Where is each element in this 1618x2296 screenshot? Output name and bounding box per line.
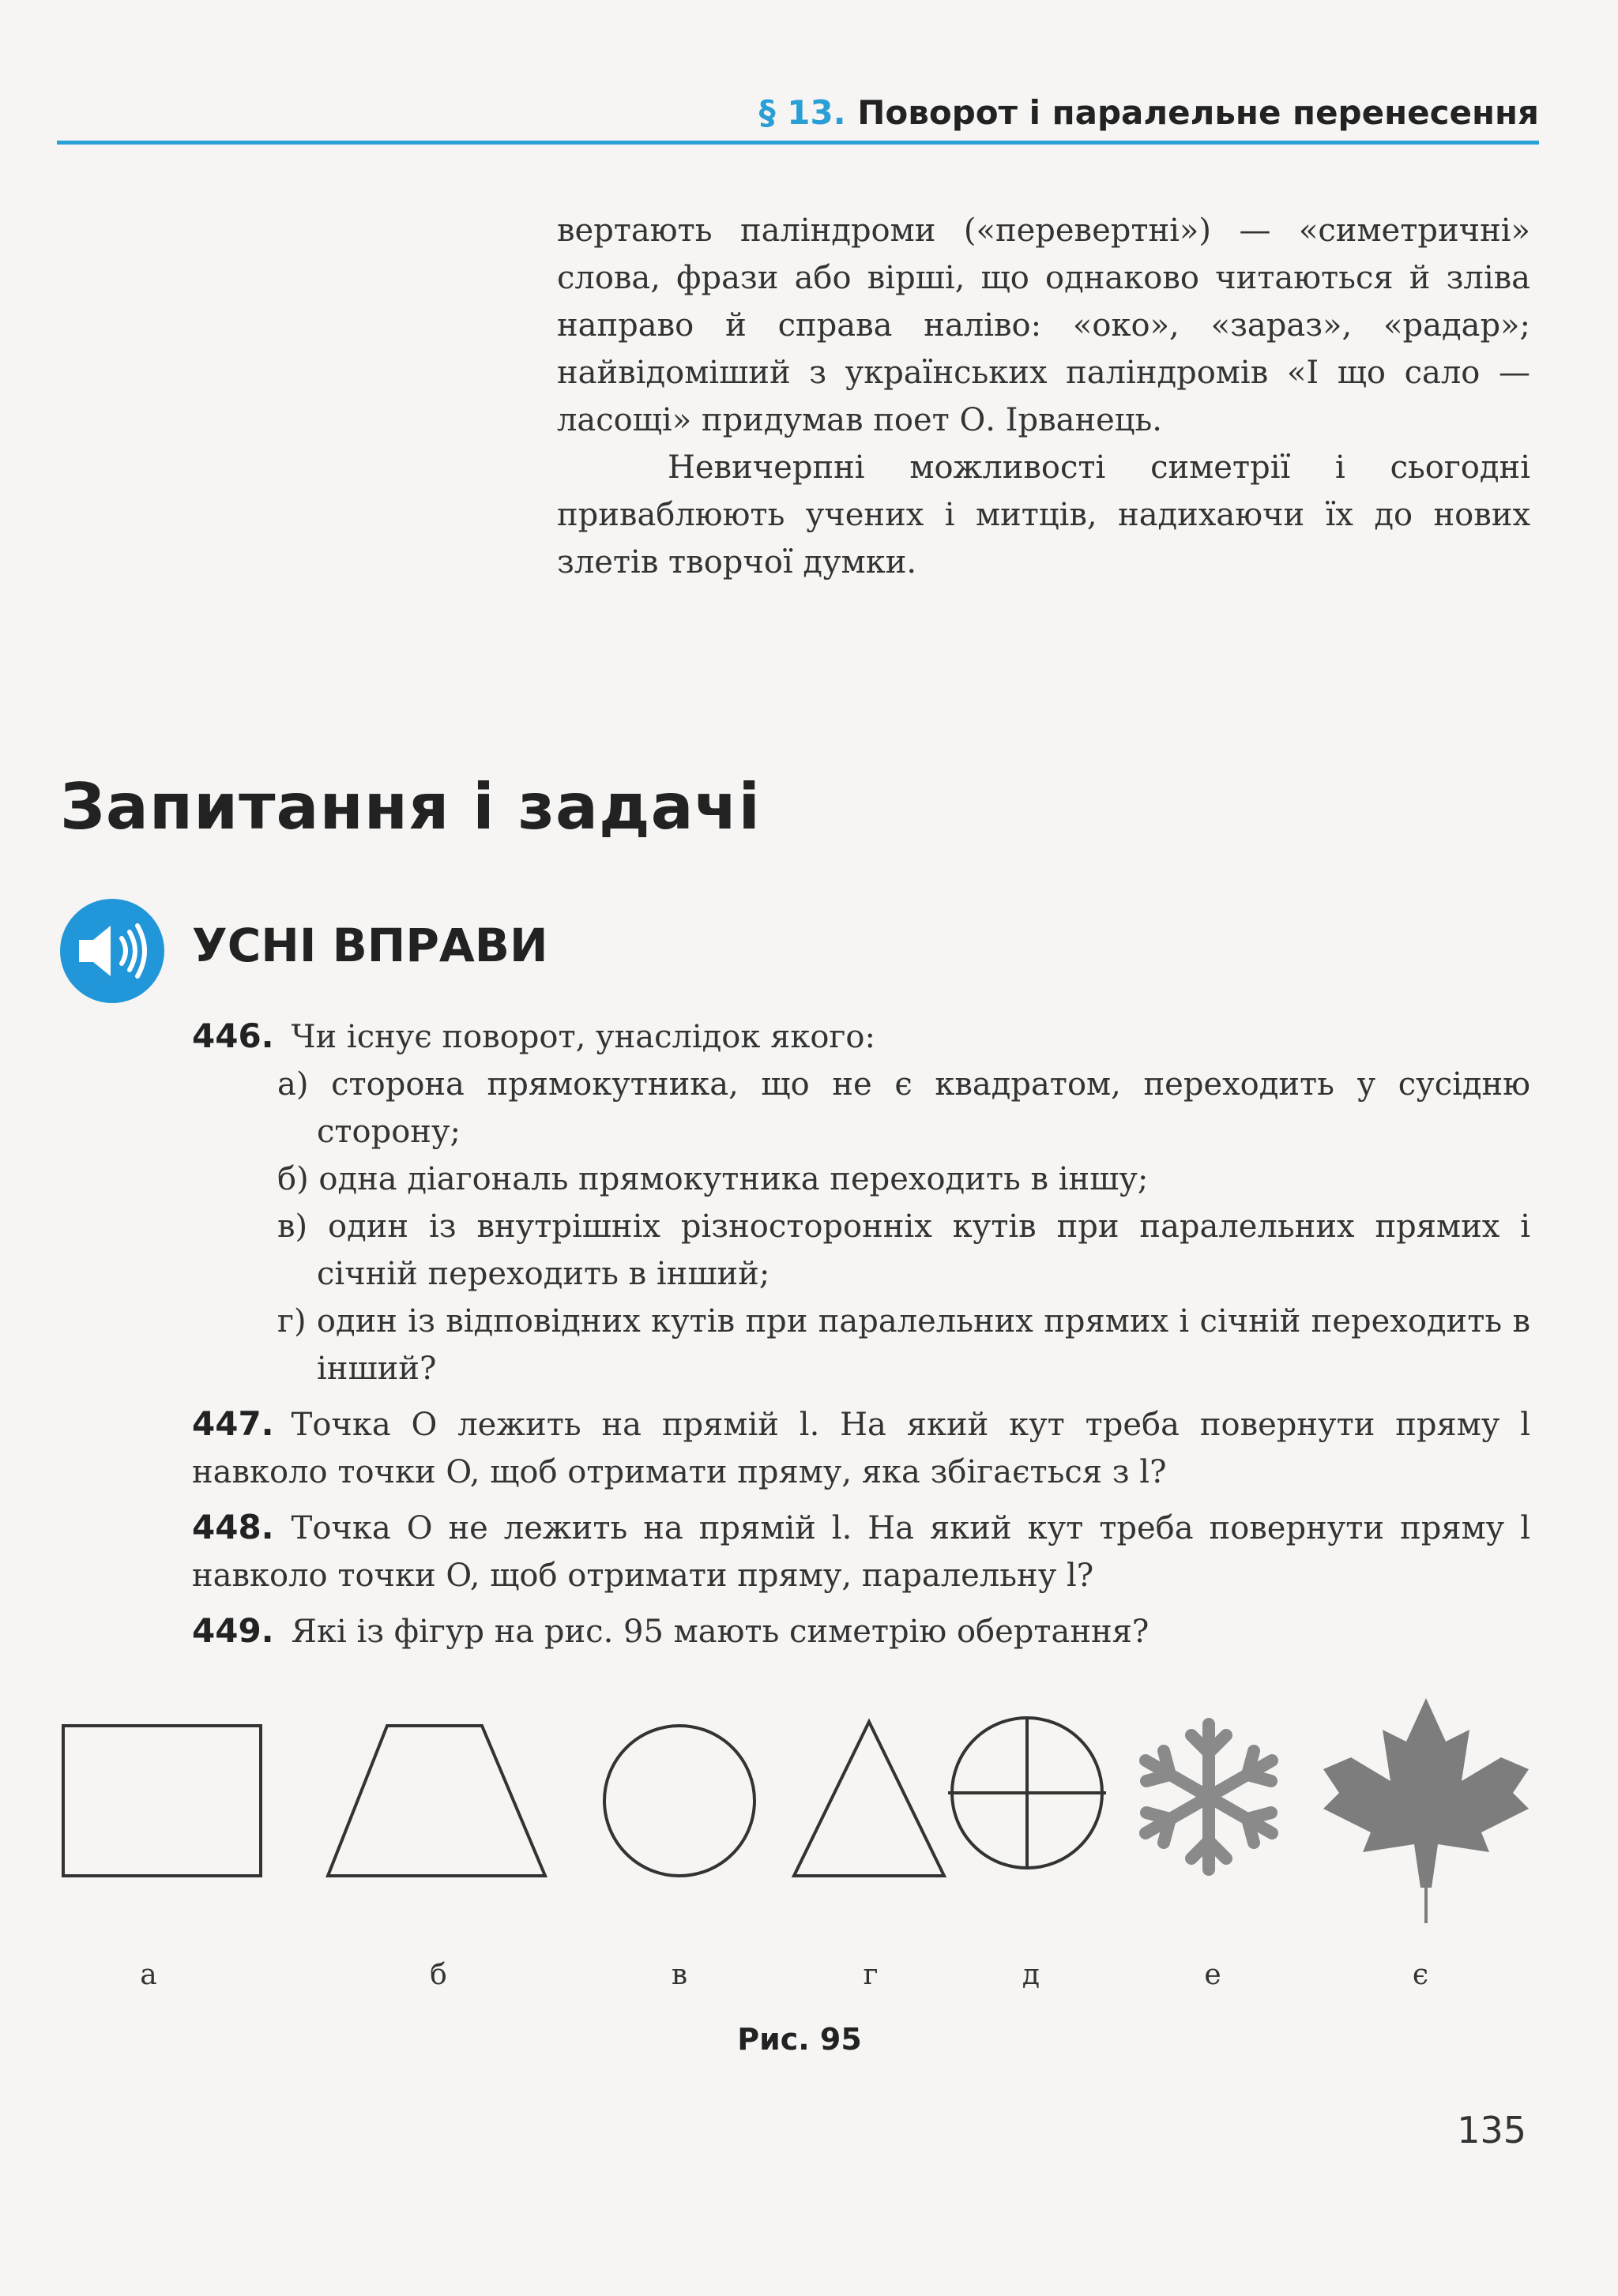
figure-label-e: е: [1204, 1959, 1221, 1991]
figure-triangle: [794, 1722, 944, 1876]
task-446: [192, 1013, 1530, 1392]
task-446-item-a: а) сторона прямокутника, що не є квадратом, переходить у сусідню сторону;: [277, 1066, 1530, 1150]
intro-text: [557, 207, 1530, 586]
speaker-icon: [60, 899, 164, 1003]
task-446-item-d: г) один із відповідних кутів при паралельних прямих і січній переходить в інший?: [277, 1303, 1530, 1387]
task-448: [192, 1504, 1530, 1599]
task-text: Точка O не лежить на прямій l. На який кут треба повернути пряму l навколо точки O, щоб отримати пряму, паралельну l?: [192, 1510, 1530, 1594]
figure-label-a: а: [140, 1959, 157, 1991]
task-text: Які із фігур на рис. 95 мають симетрію обертання?: [291, 1614, 1150, 1650]
header-title: [759, 93, 1539, 132]
figure-trapezoid: [328, 1726, 545, 1876]
task-number: 446.: [192, 1016, 274, 1055]
task-447: [192, 1400, 1530, 1496]
page-number: 135: [1457, 2109, 1526, 2151]
figure-circle: [604, 1726, 754, 1876]
task-446-item-c: в) один із внутрішніх різносторонніх кутів при паралельних прямих і січній переходить в інший;: [277, 1208, 1530, 1292]
figure-label-g: г: [863, 1959, 879, 1991]
figure-caption: Рис. 95: [737, 2022, 862, 2057]
figure-label-d: д: [1022, 1959, 1040, 1991]
figure-rectangle: [63, 1726, 261, 1876]
section-number: § 13.: [758, 93, 846, 132]
task-text: Точка O лежить на прямій l. На який кут треба повернути пряму l навколо точки O, щоб отримати пряму, яка збігається з l?: [192, 1407, 1530, 1490]
task-text: Чи існує поворот, унаслідок якого:: [291, 1019, 875, 1055]
figure-label-b: б: [430, 1959, 447, 1991]
task-446-item-b: б) одна діагональ прямокутника переходить в іншу;: [277, 1161, 1149, 1197]
figure-95: [0, 1698, 1618, 1927]
figure-snowflake: [1146, 1724, 1272, 1869]
figure-label-ye: є: [1412, 1959, 1429, 1991]
task-number: 449.: [192, 1611, 274, 1650]
page-header: [57, 88, 1539, 145]
oral-exercises-title: УСНІ ВПРАВИ: [192, 919, 548, 972]
intro-paragraph-1: вертають паліндроми («перевертні») — «симетричні» слова, фрази або вірші, що однаково читаються й зліва направо й справа наліво: «око», «зараз», «радар»; найвідоміший з українських паліндромів «І що сало — ласощі» придумав поет О. Ірванець.: [557, 212, 1530, 438]
task-number: 448.: [192, 1508, 274, 1546]
task-list: [192, 1013, 1530, 1663]
figure-pinwheel: [948, 1718, 1106, 1868]
section-name: Поворот і паралельне перенесення: [857, 93, 1539, 132]
task-449: [192, 1607, 1530, 1655]
section-title: Запитання і задачі: [60, 770, 761, 844]
figure-label-v: в: [671, 1959, 688, 1991]
task-number: 447.: [192, 1404, 274, 1443]
intro-paragraph-2: Невичерпні можливості симетрії і сьогодні приваблюють учених і митців, надихаючи їх до нових злетів творчої думки.: [557, 449, 1530, 581]
figure-maple-leaf: [1323, 1698, 1529, 1923]
